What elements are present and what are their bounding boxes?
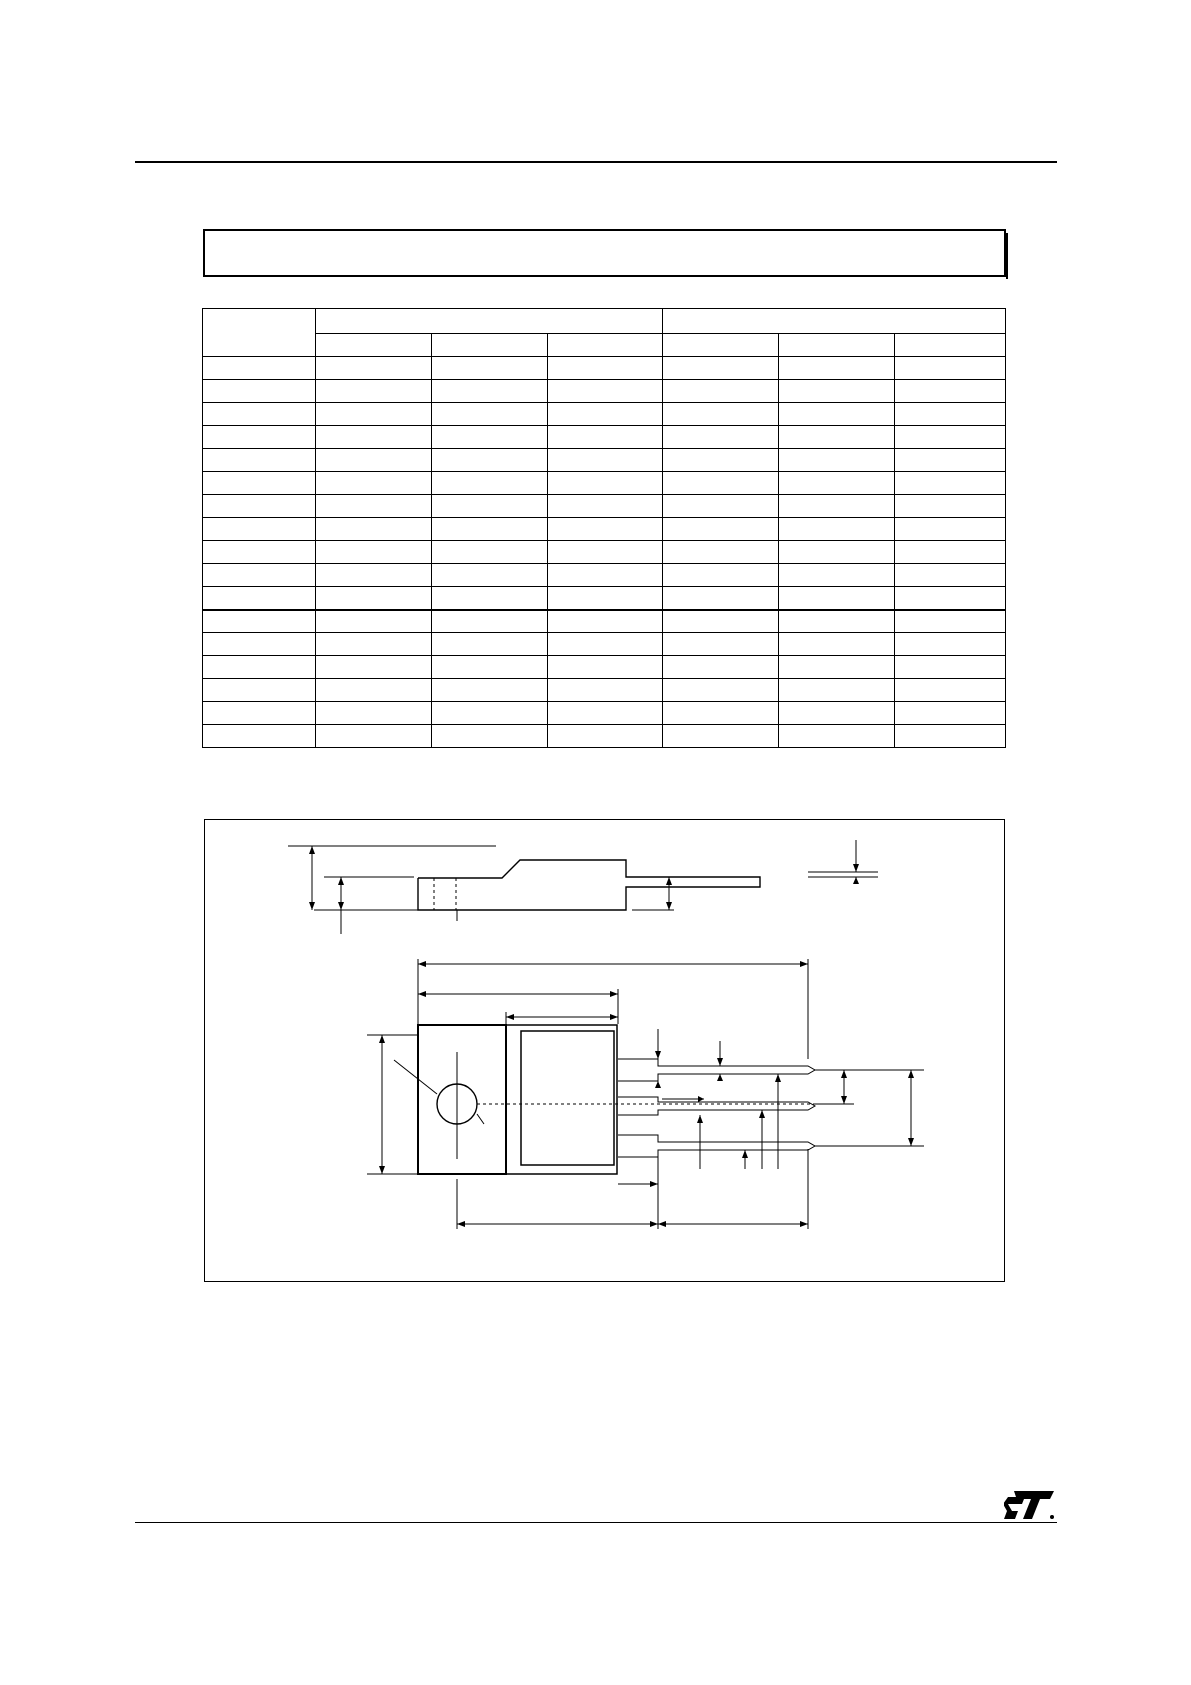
table-row-label — [203, 495, 316, 518]
table-subheader — [316, 334, 432, 357]
table-row — [203, 633, 1006, 656]
table-row — [203, 472, 1006, 495]
table-cell — [895, 610, 1006, 633]
table-cell — [548, 564, 663, 587]
table-cell — [432, 380, 548, 403]
header-rule — [135, 161, 1057, 163]
table-cell — [663, 564, 779, 587]
table-cell — [663, 725, 779, 748]
table-cell — [663, 380, 779, 403]
table-cell — [316, 495, 432, 518]
table-cell — [548, 541, 663, 564]
table-subheader — [432, 334, 548, 357]
table-subheader — [663, 334, 779, 357]
table-cell — [663, 702, 779, 725]
table-cell — [316, 679, 432, 702]
table-row-label — [203, 380, 316, 403]
table-cell — [663, 541, 779, 564]
table-row-label — [203, 403, 316, 426]
table-cell — [548, 633, 663, 656]
table-row — [203, 541, 1006, 564]
table-row — [203, 380, 1006, 403]
table-cell — [663, 357, 779, 380]
table-cell — [895, 702, 1006, 725]
table-cell — [548, 656, 663, 679]
table-cell — [316, 725, 432, 748]
table-cell — [895, 449, 1006, 472]
table-cell — [548, 449, 663, 472]
table-row — [203, 495, 1006, 518]
table-cell — [895, 426, 1006, 449]
table-cell — [663, 403, 779, 426]
table-cell — [316, 610, 432, 633]
table-row-label — [203, 426, 316, 449]
table-cell — [432, 518, 548, 541]
table-cell — [779, 702, 895, 725]
table-cell — [895, 725, 1006, 748]
table-row-label — [203, 656, 316, 679]
table-cell — [548, 725, 663, 748]
table-cell — [895, 587, 1006, 610]
table-cell — [779, 610, 895, 633]
table-cell — [895, 633, 1006, 656]
table-cell — [432, 702, 548, 725]
table-cell — [663, 518, 779, 541]
table-row-label — [203, 357, 316, 380]
table-cell — [432, 587, 548, 610]
table-header-dim — [203, 309, 316, 357]
table-row-label — [203, 633, 316, 656]
table-cell — [663, 587, 779, 610]
table-cell — [432, 633, 548, 656]
table-row — [203, 656, 1006, 679]
table-cell — [548, 380, 663, 403]
table-subheader — [779, 334, 895, 357]
package-outline-drawing — [204, 819, 1005, 1282]
table-cell — [779, 357, 895, 380]
table-cell — [895, 380, 1006, 403]
table-cell — [316, 656, 432, 679]
table-cell — [432, 656, 548, 679]
table-header-group — [663, 309, 1006, 334]
table-cell — [316, 633, 432, 656]
table-cell — [895, 541, 1006, 564]
table-cell — [548, 403, 663, 426]
table-cell — [548, 610, 663, 633]
table-cell — [895, 495, 1006, 518]
table-row-label — [203, 702, 316, 725]
table-cell — [316, 449, 432, 472]
table-row — [203, 426, 1006, 449]
table-cell — [548, 472, 663, 495]
table-cell — [432, 564, 548, 587]
table-cell — [548, 357, 663, 380]
table-cell — [432, 495, 548, 518]
top-view — [367, 959, 924, 1229]
table-cell — [663, 656, 779, 679]
table-cell — [779, 679, 895, 702]
table-row — [203, 518, 1006, 541]
table-cell — [316, 587, 432, 610]
table-subheader-row — [203, 334, 1006, 357]
table-row-label — [203, 564, 316, 587]
title-box — [203, 229, 1006, 277]
table-row — [203, 702, 1006, 725]
table-cell — [663, 449, 779, 472]
table-cell — [779, 472, 895, 495]
table-cell — [316, 403, 432, 426]
table-cell — [779, 725, 895, 748]
table-cell — [895, 403, 1006, 426]
table-cell — [663, 495, 779, 518]
table-cell — [663, 679, 779, 702]
table-cell — [316, 357, 432, 380]
table-subheader — [548, 334, 663, 357]
table-cell — [432, 541, 548, 564]
table-cell — [548, 426, 663, 449]
table-cell — [316, 541, 432, 564]
table-cell — [779, 564, 895, 587]
table-row-label — [203, 587, 316, 610]
table-cell — [663, 633, 779, 656]
table-cell — [779, 541, 895, 564]
st-logo — [1004, 1489, 1056, 1521]
table-header-row — [203, 309, 1006, 334]
table-cell — [316, 518, 432, 541]
table-cell — [548, 518, 663, 541]
table-cell — [432, 472, 548, 495]
table-cell — [663, 472, 779, 495]
table-row-label — [203, 518, 316, 541]
footer-rule — [135, 1522, 1057, 1523]
table-cell — [779, 495, 895, 518]
table-row — [203, 587, 1006, 610]
table-cell — [548, 702, 663, 725]
table-row — [203, 679, 1006, 702]
table-row-label — [203, 472, 316, 495]
table-row — [203, 403, 1006, 426]
table-cell — [316, 426, 432, 449]
table-cell — [895, 518, 1006, 541]
table-header-group — [316, 309, 663, 334]
table-cell — [432, 725, 548, 748]
table-subheader — [895, 334, 1006, 357]
table-cell — [895, 472, 1006, 495]
table-cell — [548, 587, 663, 610]
table-cell — [316, 702, 432, 725]
table-cell — [895, 564, 1006, 587]
table-cell — [663, 426, 779, 449]
table-row-label — [203, 679, 316, 702]
table-cell — [895, 357, 1006, 380]
table-row — [203, 564, 1006, 587]
table-cell — [779, 633, 895, 656]
table-cell — [663, 610, 779, 633]
side-view — [288, 840, 878, 934]
table-cell — [779, 656, 895, 679]
table-row-label — [203, 610, 316, 633]
table-cell — [316, 380, 432, 403]
table-cell — [779, 518, 895, 541]
table-cell — [316, 564, 432, 587]
table-cell — [779, 426, 895, 449]
table-row-label — [203, 449, 316, 472]
dimensions-table — [202, 308, 1006, 748]
table-cell — [432, 357, 548, 380]
table-cell — [432, 426, 548, 449]
table-cell — [779, 449, 895, 472]
table-row-label — [203, 725, 316, 748]
table-row — [203, 725, 1006, 748]
table-cell — [895, 679, 1006, 702]
table-cell — [432, 610, 548, 633]
table-cell — [432, 403, 548, 426]
table-row-label — [203, 541, 316, 564]
table-cell — [432, 679, 548, 702]
table-cell — [548, 495, 663, 518]
table-row — [203, 610, 1006, 633]
table-cell — [548, 679, 663, 702]
table-cell — [316, 472, 432, 495]
table-row — [203, 357, 1006, 380]
table-row — [203, 449, 1006, 472]
table-cell — [779, 380, 895, 403]
table-cell — [779, 403, 895, 426]
table-cell — [779, 587, 895, 610]
table-cell — [432, 449, 548, 472]
table-cell — [895, 656, 1006, 679]
